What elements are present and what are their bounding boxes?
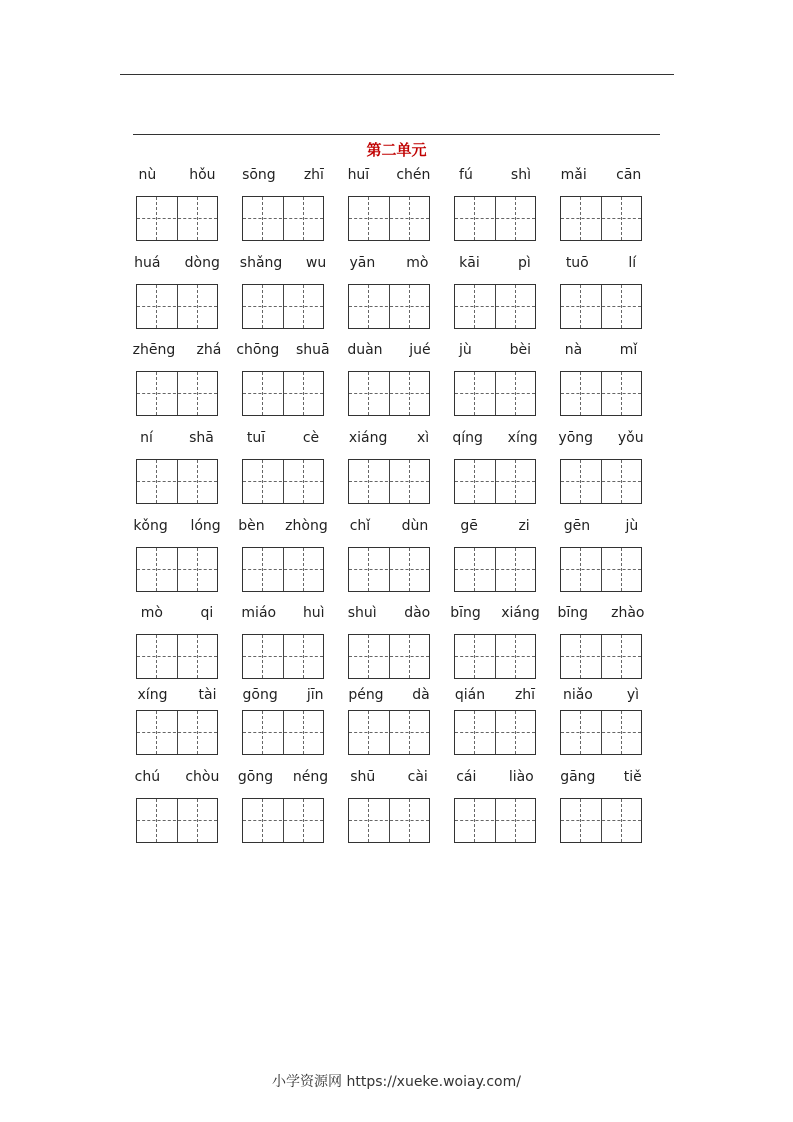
pinyin-label xyxy=(546,605,656,623)
writing-grid[interactable] xyxy=(242,710,324,755)
writing-grid[interactable] xyxy=(348,634,430,679)
pinyin-syllable: bèi xyxy=(509,342,532,358)
pinyin-syllable: niǎo xyxy=(562,687,593,703)
footer-watermark: 小学资源网 https://xueke.woiay.com/ xyxy=(272,1074,521,1090)
pinyin-syllable: chǐ xyxy=(349,518,371,534)
writing-grid[interactable] xyxy=(348,459,430,504)
writing-grid[interactable] xyxy=(560,284,642,329)
pinyin-label xyxy=(440,167,550,185)
pinyin-syllable: shǎng xyxy=(239,255,283,271)
pinyin-syllable: jù xyxy=(625,518,639,534)
pinyin-syllable: bèn xyxy=(238,518,265,534)
pinyin-label xyxy=(546,342,656,360)
pinyin-syllable: yì xyxy=(626,687,640,703)
writing-grid[interactable] xyxy=(454,798,536,843)
guide-line-horizontal xyxy=(243,481,323,482)
pinyin-syllable: tiě xyxy=(623,769,642,785)
guide-line-horizontal xyxy=(243,393,323,394)
pinyin-label xyxy=(122,167,232,185)
pinyin-syllable: cān xyxy=(616,167,642,183)
pinyin-syllable: zhī xyxy=(514,687,536,703)
pinyin-syllable: dà xyxy=(412,687,430,703)
pinyin-syllable: bīng xyxy=(557,605,589,621)
pinyin-syllable: lí xyxy=(628,255,637,271)
pinyin-syllable: fú xyxy=(459,167,473,183)
pinyin-syllable: nà xyxy=(564,342,583,358)
writing-grid[interactable] xyxy=(136,196,218,241)
pinyin-label xyxy=(122,255,232,273)
guide-line-horizontal xyxy=(561,393,641,394)
guide-line-horizontal xyxy=(243,820,323,821)
pinyin-label xyxy=(122,342,232,360)
guide-line-horizontal xyxy=(455,218,535,219)
writing-grid[interactable] xyxy=(454,284,536,329)
pinyin-label xyxy=(122,605,232,623)
pinyin-syllable: xiáng xyxy=(348,430,388,446)
pinyin-label xyxy=(334,255,444,273)
pinyin-syllable: dùn xyxy=(401,518,429,534)
guide-line-horizontal xyxy=(561,306,641,307)
pinyin-label xyxy=(440,518,550,536)
top-rule xyxy=(120,74,674,75)
pinyin-syllable: yǒu xyxy=(617,430,644,446)
guide-line-horizontal xyxy=(349,393,429,394)
writing-grid[interactable] xyxy=(242,798,324,843)
pinyin-syllable: chōng xyxy=(236,342,280,358)
pinyin-syllable: cè xyxy=(302,430,320,446)
pinyin-label xyxy=(440,255,550,273)
guide-line-horizontal xyxy=(137,732,217,733)
writing-grid[interactable] xyxy=(136,798,218,843)
pinyin-syllable: gēn xyxy=(563,518,591,534)
writing-grid[interactable] xyxy=(242,634,324,679)
pinyin-syllable: chòu xyxy=(185,769,220,785)
writing-grid[interactable] xyxy=(136,634,218,679)
pinyin-syllable: péng xyxy=(348,687,384,703)
pinyin-syllable: xíng xyxy=(507,430,538,446)
guide-line-horizontal xyxy=(243,569,323,570)
writing-grid[interactable] xyxy=(242,547,324,592)
pinyin-label xyxy=(440,687,550,705)
guide-line-horizontal xyxy=(137,656,217,657)
pinyin-syllable: shū xyxy=(350,769,376,785)
pinyin-syllable: huá xyxy=(134,255,161,271)
pinyin-syllable: qián xyxy=(454,687,486,703)
guide-line-horizontal xyxy=(455,569,535,570)
pinyin-label xyxy=(122,687,232,705)
pinyin-syllable: kāi xyxy=(459,255,480,271)
writing-grid[interactable] xyxy=(560,634,642,679)
pinyin-label xyxy=(122,769,232,787)
guide-line-horizontal xyxy=(137,820,217,821)
writing-grid[interactable] xyxy=(454,634,536,679)
pinyin-syllable: gōng xyxy=(242,687,278,703)
pinyin-syllable: dào xyxy=(404,605,431,621)
pinyin-label xyxy=(546,167,656,185)
guide-line-horizontal xyxy=(349,656,429,657)
pinyin-syllable: mǐ xyxy=(619,342,638,358)
pinyin-label xyxy=(334,342,444,360)
pinyin-label xyxy=(440,430,550,448)
writing-grid[interactable] xyxy=(136,710,218,755)
pinyin-label xyxy=(546,255,656,273)
writing-grid[interactable] xyxy=(136,371,218,416)
writing-grid[interactable] xyxy=(242,196,324,241)
pinyin-syllable: shuā xyxy=(296,342,330,358)
pinyin-syllable: wu xyxy=(305,255,327,271)
pinyin-syllable: jù xyxy=(458,342,472,358)
pinyin-label xyxy=(440,605,550,623)
pinyin-label xyxy=(334,769,444,787)
writing-grid[interactable] xyxy=(242,459,324,504)
pinyin-label xyxy=(228,518,338,536)
pinyin-syllable: hǒu xyxy=(189,167,216,183)
writing-grid[interactable] xyxy=(454,196,536,241)
pinyin-syllable: tuī xyxy=(246,430,266,446)
guide-line-horizontal xyxy=(349,306,429,307)
pinyin-syllable: bīng xyxy=(450,605,481,621)
guide-line-horizontal xyxy=(137,569,217,570)
pinyin-label xyxy=(334,605,444,623)
pinyin-label xyxy=(334,687,444,705)
pinyin-label xyxy=(440,342,550,360)
writing-grid[interactable] xyxy=(560,371,642,416)
pinyin-label xyxy=(546,518,656,536)
pinyin-label xyxy=(546,769,656,787)
guide-line-horizontal xyxy=(243,656,323,657)
pinyin-syllable: cái xyxy=(456,769,477,785)
writing-grid[interactable] xyxy=(560,196,642,241)
writing-grid[interactable] xyxy=(348,196,430,241)
pinyin-syllable: shuì xyxy=(347,605,377,621)
pinyin-syllable: zhī xyxy=(303,167,324,183)
guide-line-horizontal xyxy=(561,569,641,570)
pinyin-syllable: nù xyxy=(138,167,157,183)
pinyin-label xyxy=(228,255,338,273)
writing-grid[interactable] xyxy=(454,371,536,416)
pinyin-label xyxy=(228,342,338,360)
pinyin-syllable: xiáng xyxy=(501,605,540,621)
guide-line-horizontal xyxy=(243,732,323,733)
pinyin-label xyxy=(228,687,338,705)
writing-grid[interactable] xyxy=(242,284,324,329)
guide-line-horizontal xyxy=(455,820,535,821)
header-rule xyxy=(133,134,660,135)
guide-line-horizontal xyxy=(561,656,641,657)
pinyin-syllable: xíng xyxy=(137,687,168,703)
pinyin-label xyxy=(228,605,338,623)
guide-line-horizontal xyxy=(561,218,641,219)
writing-grid[interactable] xyxy=(136,459,218,504)
writing-grid[interactable] xyxy=(136,547,218,592)
pinyin-label xyxy=(334,430,444,448)
pinyin-syllable: xì xyxy=(416,430,430,446)
pinyin-syllable: jué xyxy=(409,342,431,358)
guide-line-horizontal xyxy=(455,393,535,394)
pinyin-syllable: tài xyxy=(198,687,217,703)
guide-line-horizontal xyxy=(561,820,641,821)
guide-line-horizontal xyxy=(561,481,641,482)
guide-line-horizontal xyxy=(349,732,429,733)
pinyin-syllable: yōng xyxy=(558,430,594,446)
writing-grid[interactable] xyxy=(348,798,430,843)
pinyin-label xyxy=(228,167,338,185)
pinyin-syllable: mò xyxy=(406,255,429,271)
pinyin-syllable: duàn xyxy=(347,342,383,358)
guide-line-horizontal xyxy=(349,481,429,482)
guide-line-horizontal xyxy=(455,306,535,307)
pinyin-label xyxy=(122,430,232,448)
pinyin-syllable: mò xyxy=(140,605,163,621)
page-cut-mask xyxy=(120,843,660,883)
pinyin-syllable: néng xyxy=(292,769,329,785)
pinyin-label xyxy=(334,167,444,185)
guide-line-horizontal xyxy=(137,306,217,307)
guide-line-horizontal xyxy=(561,732,641,733)
writing-grid[interactable] xyxy=(560,547,642,592)
writing-grid[interactable] xyxy=(242,371,324,416)
pinyin-syllable: lóng xyxy=(190,518,221,534)
pinyin-label xyxy=(228,430,338,448)
pinyin-syllable: zhào xyxy=(611,605,645,621)
pinyin-syllable: chú xyxy=(134,769,161,785)
pinyin-syllable: jīn xyxy=(306,687,324,703)
pinyin-syllable: pì xyxy=(518,255,531,271)
pinyin-syllable: liào xyxy=(508,769,534,785)
writing-grid[interactable] xyxy=(348,547,430,592)
guide-line-horizontal xyxy=(243,306,323,307)
pinyin-syllable: sōng xyxy=(242,167,276,183)
pinyin-syllable: miáo xyxy=(241,605,277,621)
guide-line-horizontal xyxy=(137,393,217,394)
guide-line-horizontal xyxy=(349,218,429,219)
pinyin-syllable: gōng xyxy=(237,769,274,785)
writing-grid[interactable] xyxy=(454,459,536,504)
guide-line-horizontal xyxy=(455,656,535,657)
pinyin-syllable: dòng xyxy=(184,255,220,271)
pinyin-syllable: cài xyxy=(407,769,428,785)
pinyin-syllable: shì xyxy=(510,167,531,183)
writing-grid[interactable] xyxy=(454,547,536,592)
pinyin-label xyxy=(546,687,656,705)
writing-grid[interactable] xyxy=(560,798,642,843)
pinyin-syllable: huī xyxy=(347,167,370,183)
pinyin-syllable: kǒng xyxy=(133,518,168,534)
pinyin-syllable: zhòng xyxy=(285,518,328,534)
pinyin-syllable: chén xyxy=(396,167,431,183)
writing-grid[interactable] xyxy=(348,710,430,755)
pinyin-label xyxy=(546,430,656,448)
pinyin-label xyxy=(334,518,444,536)
writing-grid[interactable] xyxy=(560,459,642,504)
guide-line-horizontal xyxy=(137,481,217,482)
writing-grid[interactable] xyxy=(454,710,536,755)
writing-grid[interactable] xyxy=(560,710,642,755)
pinyin-syllable: qíng xyxy=(452,430,483,446)
pinyin-syllable: gāng xyxy=(560,769,596,785)
guide-line-horizontal xyxy=(455,481,535,482)
pinyin-syllable: huì xyxy=(302,605,325,621)
guide-line-horizontal xyxy=(455,732,535,733)
guide-line-horizontal xyxy=(137,218,217,219)
guide-line-horizontal xyxy=(243,218,323,219)
pinyin-syllable: yān xyxy=(349,255,376,271)
writing-grid[interactable] xyxy=(348,284,430,329)
pinyin-syllable: tuō xyxy=(565,255,589,271)
pinyin-label xyxy=(440,769,550,787)
guide-line-horizontal xyxy=(349,569,429,570)
pinyin-label xyxy=(122,518,232,536)
pinyin-syllable: gē xyxy=(460,518,478,534)
pinyin-syllable: qi xyxy=(200,605,214,621)
pinyin-syllable: zhēng xyxy=(132,342,176,358)
pinyin-syllable: zi xyxy=(518,518,530,534)
writing-grid[interactable] xyxy=(348,371,430,416)
writing-grid[interactable] xyxy=(136,284,218,329)
pinyin-syllable: shā xyxy=(189,430,214,446)
unit-title: 第二单元 xyxy=(366,141,427,159)
guide-line-horizontal xyxy=(349,820,429,821)
pinyin-syllable: mǎi xyxy=(560,167,587,183)
pinyin-label xyxy=(228,769,338,787)
pinyin-syllable: ní xyxy=(140,430,153,446)
pinyin-syllable: zhá xyxy=(196,342,222,358)
